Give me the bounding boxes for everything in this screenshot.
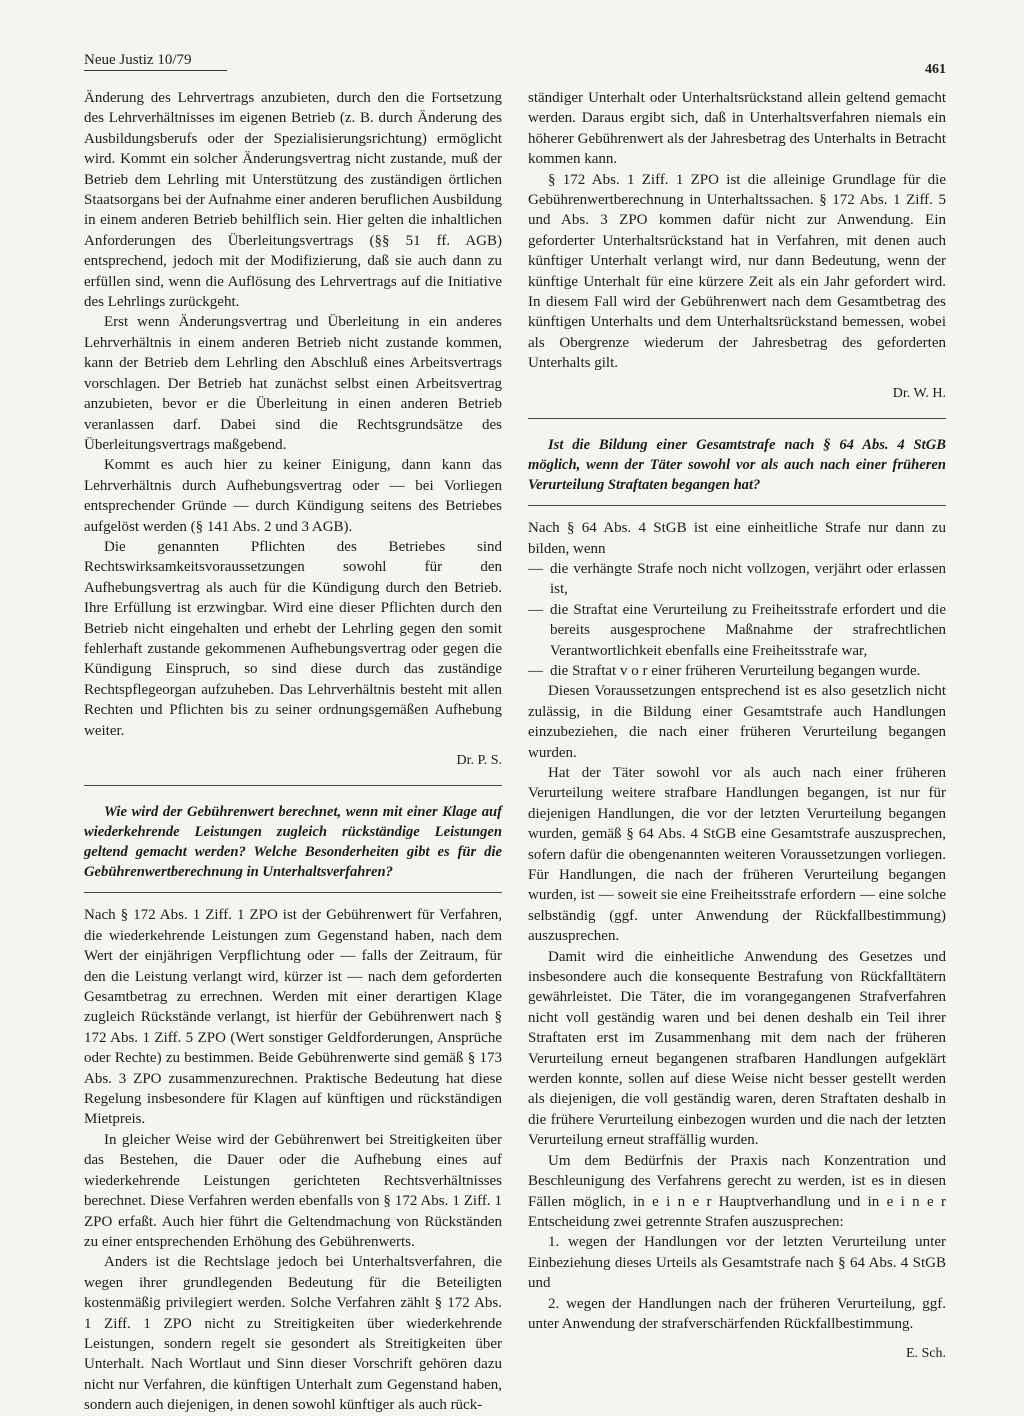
dash-bullet: — bbox=[528, 560, 543, 577]
list-item bbox=[528, 600, 946, 661]
list-item bbox=[528, 559, 946, 600]
paragraph: Nach § 64 Abs. 4 StGB ist eine einheitliche Strafe nur dann zu bilden, wenn bbox=[528, 520, 946, 557]
paragraph: ständiger Unterhalt oder Unterhaltsrückstand allein geltend gemacht werden. Daraus ergibt sich, daß in Unterhaltsverfahren niemals ein höherer Gebührenwert als der Jahresbetrag des Unterhalts in Betracht kommen kann. bbox=[528, 90, 946, 168]
header-rule bbox=[84, 70, 227, 71]
question-block bbox=[84, 785, 502, 893]
paragraph: Nach § 172 Abs. 1 Ziff. 1 ZPO ist der Gebührenwert für Verfahren, die wiederkehrende Leistungen zum Gegenstand haben, nach dem Wert der einjährigen Verpflichtung oder — falls der Zeitraum, für den die Leistung verlangt wird, kürzer ist — nach dem geforderten Gesamtbetrag zu errechnen. Werden mit einer derartigen Klage zugleich Rückstände verlangt, ist hierfür der Gebührenwert nach § 172 Abs. 1 Ziff. 5 ZPO (Wert sonstiger Geldforderungen, Ansprüche oder Rechte) zu bestimmen. Beide Gebührenwerte sind gemäß § 173 Abs. 3 ZPO zusammenzurechnen. Praktische Bedeutung hat diese Regelung insbesondere für Klagen auf künftigen und rückständigen Mietpreis. bbox=[84, 907, 502, 1128]
paragraph: Änderung des Lehrvertrags anzubieten, durch den die Fortsetzung des Lehrverhältnisses im eigenen Betrieb (z. B. durch Änderung des Ausbildungsberufs oder der Spezialisierungsrichtung) ermöglicht wird. Kommt ein solcher Änderungsvertrag nicht zustande, muß der Betrieb dem Lehrling mit Unterstützung des zuständigen örtlichen Staatsorgans bei der Aufnahme einer anderen beruflichen Ausbildung in einem anderen Betrieb behilflich sein. Hier gelten die inhaltlichen Anforderungen des Überleitungsvertrags (§§ 51 ff. AGB) entsprechend, jedoch mit der Modifizierung, daß sie auch dann zu erfüllen sind, wenn die Auflösung des Lehrvertrags auf die Initiative des Lehrlings zurückgeht. bbox=[84, 90, 502, 311]
right-column bbox=[528, 88, 946, 1379]
list-item bbox=[528, 661, 946, 681]
journal-header: Neue Justiz 10/79 bbox=[84, 52, 192, 68]
paragraph: Hat der Täter sowohl vor als auch nach einer früheren Verurteilung weitere strafbare Handlungen begangen, ist nur für diejenigen Handlungen, die vor der letzten Verurteilung begangen wurden, gemäß § 64 Abs. 4 StGB eine Gesamtstrafe auszusprechen, sofern dafür die obengenannten weiteren Voraussetzungen vorliegen. Für Handlungen, die nach der früheren Verurteilung begangen wurden, ist — soweit sie eine Freiheitsstrafe erfordern — eine solche selbständig (ggf. unter Anwendung der Rückfallbestimmung) auszusprechen. bbox=[528, 764, 946, 945]
list-item-text: die verhängte Strafe noch nicht vollzogen, verjährt oder erlassen ist, bbox=[550, 560, 946, 598]
paragraph: Damit wird die einheitliche Anwendung des Gesetzes und insbesondere auch die konsequente Bestrafung von Rückfalltätern gewährleistet. Die Täter, die im vorangegangenen Strafverfahren nicht voll geständig waren und bei denen deshalb ein Teil ihrer Straftaten erst im Zusammenhang mit dem nach der früheren Verurteilung erneut begangenen strafbaren Handlungen aufgeklärt werden konnte, sollen auf diese Weise nicht besser gestellt werden als diejenigen, die voll geständig waren, deren Straftaten deshalb in die frühere Verurteilung einbezogen wurden und die nach der letzten Verurteilung erneut straffällig wurden. bbox=[528, 948, 946, 1149]
dash-bullet: — bbox=[528, 601, 543, 618]
paragraph: 1. wegen der Handlungen vor der letzten Verurteilung unter Einbeziehung dieses Urteils als Gesamtstrafe nach § 64 Abs. 4 StGB und bbox=[528, 1234, 946, 1292]
left-column bbox=[84, 88, 502, 1416]
paragraph: Um dem Bedürfnis der Praxis nach Konzentration und Beschleunigung des Verfahrens gerecht zu werden, ist es in diesen Fällen möglich, in e i n e r Hauptverhandlung und in e i n e r Entscheidung zwei getrennte Strafen auszusprechen: bbox=[528, 1152, 946, 1230]
dash-bullet: — bbox=[528, 662, 543, 679]
question-heading: Ist die Bildung einer Gesamtstrafe nach § 64 Abs. 4 StGB möglich, wenn der Täter sowohl vor als auch nach einer früheren Verurteilung Straftaten begangen hat? bbox=[528, 437, 946, 494]
paragraph: Die genannten Pflichten des Betriebes sind Rechtswirksamkeitsvoraussetzungen sowohl für den Aufhebungsvertrag als auch für die Kündigung durch den Betrieb. Ihre Erfüllung ist erzwingbar. Wird eine dieser Pflichten durch den Betrieb nicht eingehalten und erhebt der Lehrling gegen den somit fehlerhaft zustande gekommenen Aufhebungsvertrag oder gegen die Kündigung Einspruch, so sind diese durch das zuständige Rechtspflegeorgan aufzuheben. Das Lehrverhältnis besteht mit allen Rechten und Pflichten bis zu seiner ordnungsgemäßen Aufhebung weiter. bbox=[84, 538, 502, 739]
paragraph: Diesen Voraussetzungen entsprechend ist es also gesetzlich nicht zulässig, in die Bildung einer Gesamtstrafe auch Handlungen einzubeziehen, die nach einer früheren Verurteilung begangen wurden. bbox=[528, 683, 946, 761]
list-item-text: die Straftat eine Verurteilung zu Freiheitsstrafe erfordert und die bereits ausgesprochene Maßnahme der strafrechtlichen Verantwortlichkeit ebenfalls eine Freiheitsstrafe war, bbox=[550, 601, 946, 659]
paragraph: Anders ist die Rechtslage jedoch bei Unterhaltsverfahren, die wegen ihrer grundlegenden Bedeutung für die Beteiligten kostenmäßig privilegiert werden. Solche Verfahren zählt § 172 Abs. 1 Ziff. 1 ZPO nicht zu Streitigkeiten über wiederkehrende Leistungen, sondern regelt sie gesondert als Streitigkeiten über Unterhalt. Nach Wortlaut und Sinn dieser Vorschrift gehören dazu nicht nur Verfahren, die künftigen Unterhalt zum Gegenstand haben, sondern auch diejenigen, in denen sowohl künftiger als auch rück- bbox=[84, 1254, 502, 1414]
paragraph: § 172 Abs. 1 Ziff. 1 ZPO ist die alleinige Grundlage für die Gebührenwertberechnung in Unterhaltssachen. § 172 Abs. 1 Ziff. 5 und Abs. 3 ZPO kommen dafür nicht zur Anwendung. Ein geforderter Unterhaltsrückstand hat in Verfahren, mit denen auch künftiger Unterhalt verlangt wird, nur dann Bedeutung, wenn der künftige Unterhalt für eine kürzere Zeit als ein Jahr gefordert wird. In diesem Fall wird der Gebührenwert nach dem Gesamtbetrag des künftigen Unterhalts und dem Unterhaltsrückstand bemessen, wobei als Obergrenze wiederum der Jahresbetrag des geforderten Unterhalts gilt. bbox=[528, 171, 946, 372]
paragraph: 2. wegen der Handlungen nach der früheren Verurteilung, ggf. unter Anwendung der strafverschärfenden Rückfallbestimmung. bbox=[528, 1295, 946, 1332]
author-signature: E. Sch. bbox=[905, 1346, 946, 1362]
question-block bbox=[528, 418, 946, 506]
paragraph: In gleicher Weise wird der Gebührenwert bei Streitigkeiten über das Bestehen, die Dauer oder die Aufhebung eines auf wiederkehrende Leistungen gerichteten Rechtsverhältnisses berechnet. Diese Verfahren werden ebenfalls von § 172 Abs. 1 Ziff. 1 ZPO erfaßt. Auch hier führt die Geltendmachung von Rückständen zu einer entsprechenden Erhöhung des Gebührenwerts. bbox=[84, 1131, 502, 1250]
author-signature: Dr. W. H. bbox=[892, 385, 946, 401]
paragraph: Erst wenn Änderungsvertrag und Überleitung in ein anderes Lehrverhältnis in einem anderen Betrieb nicht zustande kommen, kann der Betrieb dem Lehrling den Abschluß eines Arbeitsvertrags vorschlagen. Der Betrieb hat zunächst selbst einen Arbeitsvertrag anzubieten, bevor er die Überleitung in einen anderen Betrieb veranlassen darf. Dabei sind die Rechtsgrundsätze des Überleitungsvertrags maßgebend. bbox=[84, 314, 502, 453]
author-signature: Dr. P. S. bbox=[456, 753, 502, 768]
list-item-text: die Straftat v o r einer früheren Verurteilung begangen wurde. bbox=[550, 662, 921, 679]
page-number: 461 bbox=[925, 62, 946, 77]
question-heading: Wie wird der Gebührenwert berechnet, wenn mit einer Klage auf wiederkehrende Leistungen zugleich rückständige Leistungen geltend gemacht werden? Welche Besonderheiten gibt es für die Gebührenwertberechnung in Unterhaltsverfahren? bbox=[84, 804, 502, 881]
paragraph: Kommt es auch hier zu keiner Einigung, dann kann das Lehrverhältnis durch Aufhebungsvertrag oder — bei Vorliegen entsprechender Gründe — durch Kündigung seitens des Betriebes aufgelöst werden (§ 141 Abs. 2 und 3 AGB). bbox=[84, 457, 502, 535]
